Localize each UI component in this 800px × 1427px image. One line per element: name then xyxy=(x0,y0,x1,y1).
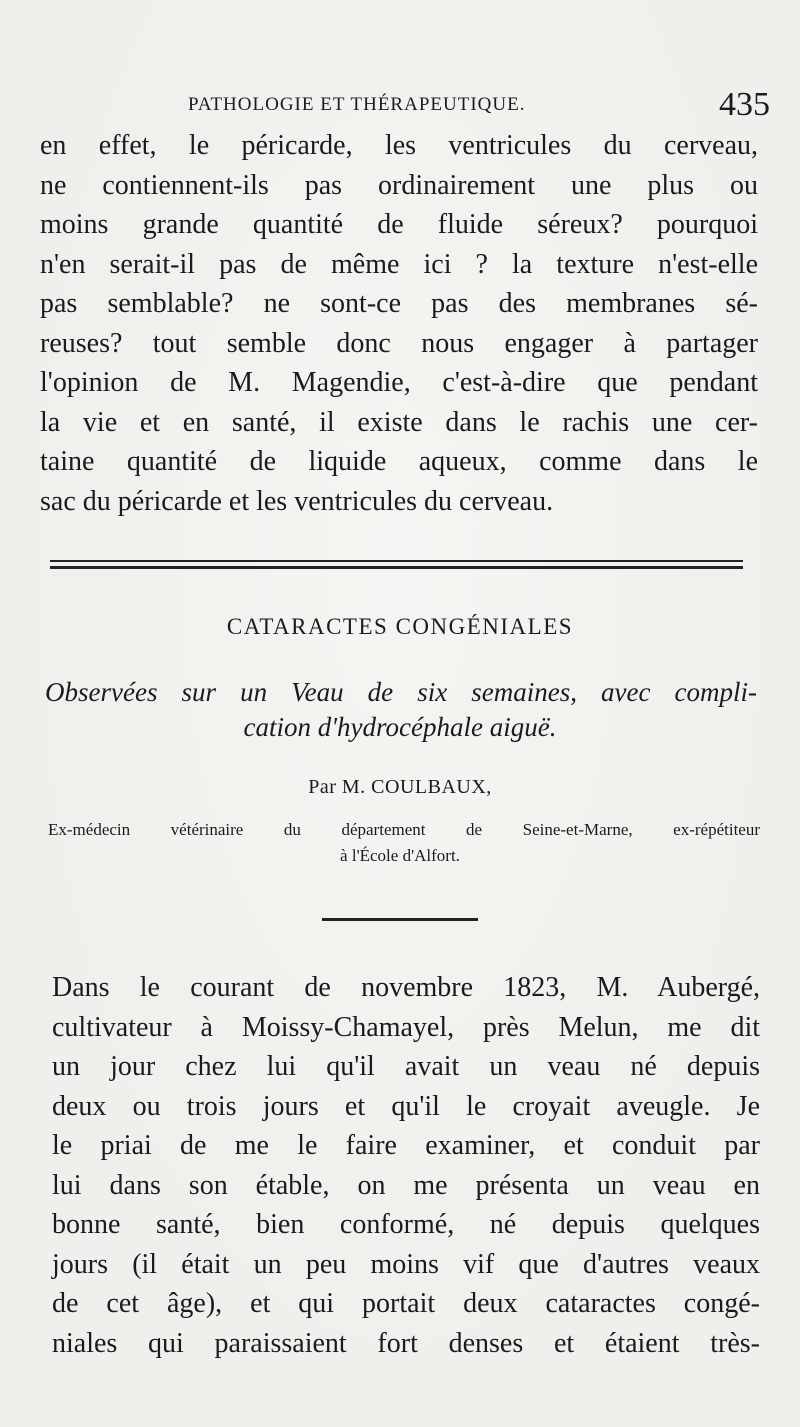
text-line: niales qui paraissaient fort denses et étaient très- xyxy=(52,1327,760,1359)
text-line: un jour chez lui qu'il avait un veau né depuis xyxy=(52,1051,760,1082)
article-body-paragraph xyxy=(52,968,760,1363)
text-line: pas semblable? ne sont-ce pas des membranes sé- xyxy=(40,288,758,319)
text-line: jours (il était un peu moins vif que d'autres veaux xyxy=(52,1248,760,1280)
text-line: reuses? tout semble donc nous engager à partager xyxy=(40,327,758,359)
subtitle-line: cation d'hydrocéphale aiguë. xyxy=(243,712,557,742)
text-line: sac du péricarde et les ventricules du cerveau. xyxy=(40,485,554,517)
running-head xyxy=(40,88,770,122)
text-line: moins grande quantité de fluide séreux? pourquoi xyxy=(40,209,758,240)
text-line: lui dans son étable, on me présenta un veau en xyxy=(52,1169,760,1201)
text-line: n'en serait-il pas de même ici ? la texture n'est-elle xyxy=(40,248,758,280)
text-line: le priai de me le faire examiner, et conduit par xyxy=(52,1130,760,1161)
text-line: bonne santé, bien conformé, né depuis quelques xyxy=(52,1209,760,1240)
author-affiliation: Ex-médecin vétérinaire du département de Seine-et-Marne, ex-répétiteur xyxy=(48,820,760,839)
text-line: de cet âge), et qui portait deux cataractes congé- xyxy=(52,1288,760,1319)
running-title: PATHOLOGIE ET THÉRAPEUTIQUE. xyxy=(188,94,526,115)
text-line: ne contiennent-ils pas ordinairement une plus ou xyxy=(40,169,758,201)
text-line: en effet, le péricarde, les ventricules du cerveau, xyxy=(40,130,758,161)
section-divider-short xyxy=(322,918,478,921)
subtitle-line: Observées sur un Veau de six semaines, avec compli- xyxy=(45,677,757,707)
text-line: Dans le courant de novembre 1823, M. Aubergé, xyxy=(52,972,760,1003)
article-title: CATARACTES CONGÉNIALES xyxy=(226,614,574,639)
text-line: deux ou trois jours et qu'il le croyait aveugle. Je xyxy=(52,1090,760,1122)
section-divider-double xyxy=(50,560,743,569)
paragraph-continued xyxy=(40,126,758,521)
text-line: taine quantité de liquide aqueux, comme dans le xyxy=(40,446,758,477)
article-subtitle xyxy=(45,672,757,712)
text-line: la vie et en santé, il existe dans le rachis une cer- xyxy=(40,406,758,438)
page-number: 435 xyxy=(719,86,770,123)
text-line: l'opinion de M. Magendie, c'est-à-dire que pendant xyxy=(40,367,758,398)
text-line: cultivateur à Moissy-Chamayel, près Melun, me dit xyxy=(52,1011,760,1043)
author-affiliation: à l'École d'Alfort. xyxy=(340,846,460,865)
author-byline: Par M. COULBAUX, xyxy=(308,776,492,798)
